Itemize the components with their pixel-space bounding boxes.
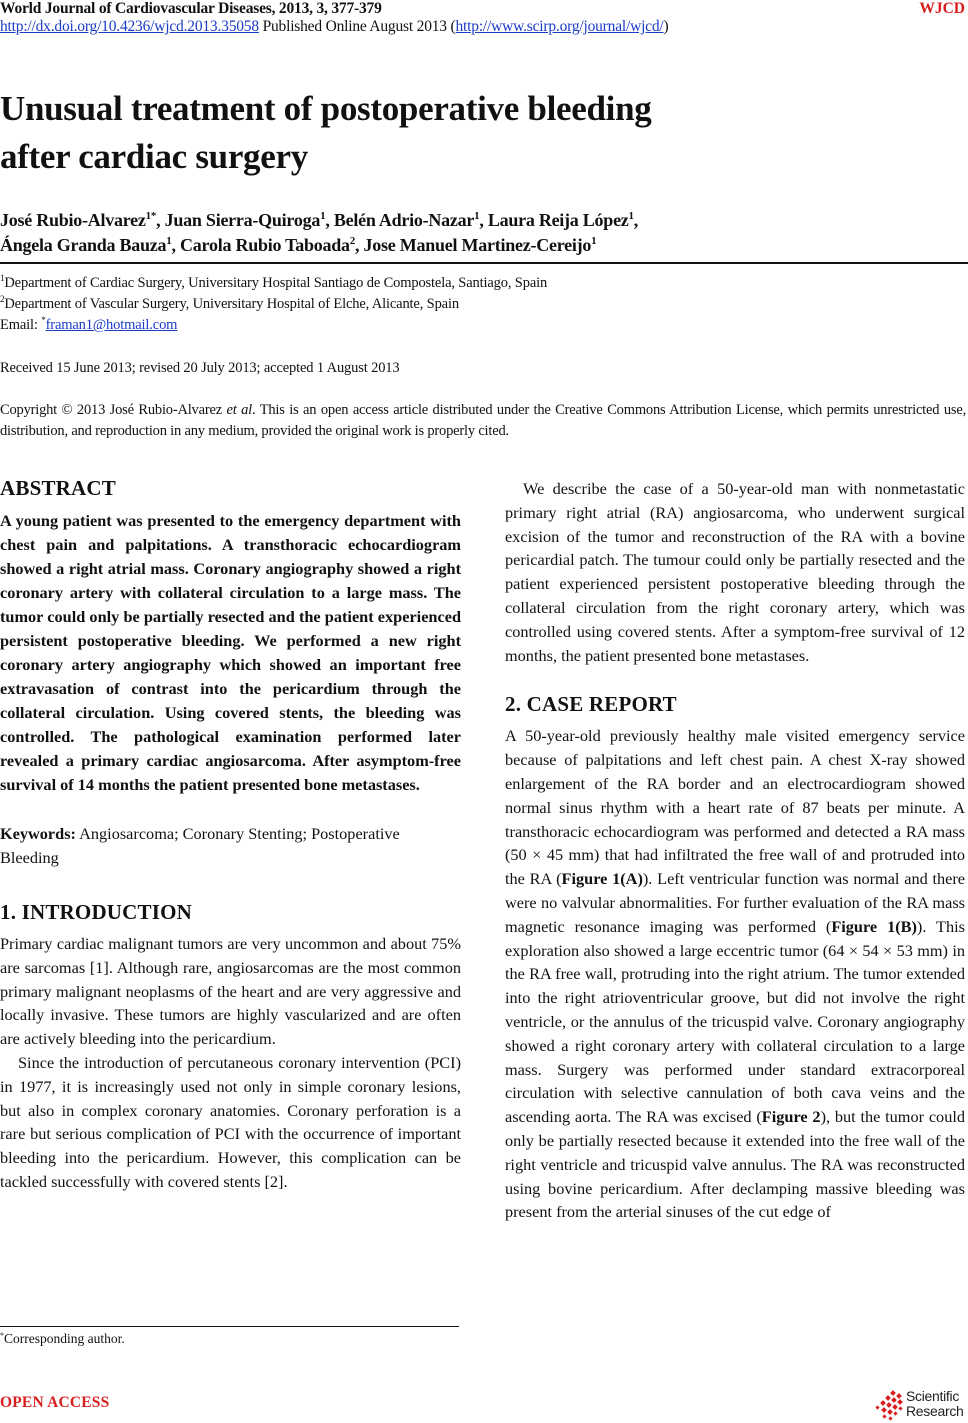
- journal-link[interactable]: http://www.scirp.org/journal/wjcd/: [455, 18, 664, 35]
- author-line-1: José Rubio-Alvarez$^{1*}$, Juan Sierra-Quiroga$^1$, Belén Adrio-Nazar$^1$, Laura Reija López$^1$,: [0, 210, 639, 230]
- author-affiliation-sup: 1: [628, 210, 634, 222]
- scientific-research-logo: [874, 1389, 968, 1423]
- author-name: Carola Rubio Taboada: [180, 235, 350, 255]
- keywords-text: Angiosarcoma; Coronary Stenting; Postoperative Bleeding: [0, 824, 400, 867]
- open-access-label: OPEN ACCESS: [0, 1394, 110, 1411]
- figure-2-ref[interactable]: Figure 2: [761, 1107, 821, 1127]
- footnote-divider: [0, 1326, 459, 1327]
- author-line-2: Ángela Granda Bauza$^1$, Carola Rubio Taboada$^2$, Jose Manuel Martinez-Cereijo$^1$: [0, 235, 597, 255]
- received-dates: Received 15 June 2013; revised 20 July 2013; accepted 1 August 2013: [0, 360, 400, 376]
- author-affiliation-sup: 1: [474, 210, 480, 222]
- keywords-label: Keywords:: [0, 824, 76, 843]
- author-list: [0, 208, 960, 258]
- left-column: [0, 473, 461, 1194]
- copyright-notice: Copyright © 2013 José Rubio-Alvarez et al. This is an open access article distributed under the Creative Commons Attribution License, which permits unrestricted use, distribution, and reproduction in any medium, provided the original work is properly cited.: [0, 402, 966, 439]
- author-name: Laura Reija López: [487, 210, 629, 230]
- affiliation-2: $^2$Department of Vascular Surgery, Universitary Hospital of Elche, Alicante, Spain: [0, 294, 459, 312]
- introduction-paragraph-1: Primary cardiac malignant tumors are very uncommon and about 75% are sarcomas [1]. Although rare, angiosarcomas are the most common primary malignant neoplasms of the heart and are very aggressive and locally invasive. These tumors are highly vascularized and are often are actively bleeding into the pericardium.: [0, 934, 461, 1049]
- author-affiliation-sup: 1: [166, 235, 172, 247]
- affiliations: [0, 273, 960, 336]
- author-name: Jose Manuel Martinez-Cereijo: [363, 235, 592, 255]
- doi-link[interactable]: http://dx.doi.org/10.4236/wjcd.2013.35058: [0, 18, 259, 35]
- author-affiliation-sup: 2: [349, 235, 356, 247]
- intro-continued-paragraph: We describe the case of a 50-year-old man with nonmetastatic primary right atrial (RA) angiosarcoma, who underwent surgical excision of the tumor and reconstruction of the RA with a bovine pericardial patch. The tumour could only be partially resected and the patient experienced persistent postoperative bleeding through the collateral circulation from the right coronary artery, which was controlled using covered stents. After a symptom-free survival of 12 months, the patient presented bone metastases.: [505, 479, 965, 665]
- email-line: Email: *framan1@hotmail.com: [0, 315, 178, 333]
- published-close: ): [663, 18, 669, 35]
- affiliation-1: $^1$Department of Cardiac Surgery, Universitary Hospital Santiago de Compostela, Santiago, Spain: [0, 273, 548, 291]
- introduction-paragraph-2: Since the introduction of percutaneous coronary intervention (PCI) in 1977, it is increasingly used not only in simple coronary lesions, but also in complex coronary anatomies. Coronary perforation is a rare but serious complication of PCI with the occurrence of important bleeding into the pericardium. However, this complication can be tackled successfully with covered stents [2].: [0, 1052, 461, 1191]
- abstract-heading: ABSTRACT: [0, 476, 116, 500]
- author-name: José Rubio-Alvarez: [0, 210, 146, 230]
- case-report-paragraph: A 50-year-old previously healthy male visited emergency service because of palpitations and left chest pain. A chest X-ray showed enlargement of the RA border and an electrocardiogram showed normal sinus rhythm with a heart rate of 87 beats per minute. A transthoracic echocardiogram was performed and detected a RA mass (50 × 45 mm) that had infiltrated the free wall of and protruded into the RA (Figure 1(A)). Left ventricular function was normal and there were no valvular abnormalities. For further evaluation of the RA mass magnetic resonance imaging was performed (Figure 1(B)). This exploration also showed a large eccentric tumor (64 × 54 × 53 mm) in the RA free wall, protruding into the right atrium. The tumor extended into the right atrioventricular groove, but did not involve the right ventricle, or the annulus of the tricuspid valve. Coronary angiography showed a right coronary artery with collateral circulation to a large mass. Surgery was performed under standard extracorporeal circulation with selective cannulation of both cava veins and the ascending aorta. The RA was excised (Figure 2), but the tumor could only be partially resected because it extended into the free wall of the right ventricle and tricuspid valve annulus. The RA was reconstructed using bovine pericardium. After declamping massive bleeding was present from the arterial sinuses of the cut edge of: [505, 726, 966, 1222]
- author-name: Juan Sierra-Quiroga: [164, 210, 321, 230]
- journal-header: World Journal of Cardiovascular Diseases, 2013, 3, 377-379: [0, 0, 382, 17]
- author-affiliation-sup: 1*: [145, 210, 157, 222]
- journal-code: WJCD: [919, 0, 965, 17]
- diamond-cluster-icon: [874, 1389, 906, 1423]
- footnote: *Corresponding author.: [0, 1331, 125, 1346]
- title-line-1: Unusual treatment of postoperative bleeding: [0, 89, 652, 128]
- author-affiliation-sup: 1: [320, 210, 326, 222]
- figure-1a-ref[interactable]: Figure 1(A): [561, 869, 643, 889]
- logo-text: Scientific Research: [906, 1388, 964, 1419]
- abstract-text: A young patient was presented to the emergency department with chest pain and palpitations. A transthoracic echocardiogram showed a right atrial mass. Coronary angiography showed a right coronary artery with collateral circulation to a large mass. The tumor could only be partially resected and the patient experienced persistent postoperative bleeding. We performed a new right coronary artery angiography which showed an important free extravasation of contrast into the pericardium through the collateral circulation. Using covered stents, the bleeding was controlled. The pathological examination performed later revealed a primary cardiac angiosarcoma. After asymptom-free survival of 14 months the patient presented bone metastases.: [0, 511, 461, 794]
- keywords: [0, 822, 420, 869]
- figure-1b-ref[interactable]: Figure 1(B): [831, 916, 917, 936]
- article-title: [0, 85, 900, 181]
- title-line-2: after cardiac surgery: [0, 137, 308, 176]
- right-column: [505, 477, 965, 1224]
- author-name: Ángela Granda Bauza: [0, 235, 167, 255]
- published-text: Published Online August 2013 (: [258, 18, 456, 35]
- title-divider: [0, 262, 968, 264]
- author-name: Belén Adrio-Nazar: [333, 210, 475, 230]
- doi-line: [0, 18, 669, 36]
- email-link[interactable]: framan1@hotmail.com: [45, 317, 178, 333]
- introduction-heading: 1. INTRODUCTION: [0, 900, 193, 924]
- case-report-heading: 2. CASE REPORT: [505, 692, 677, 717]
- author-affiliation-sup: 1: [591, 235, 597, 247]
